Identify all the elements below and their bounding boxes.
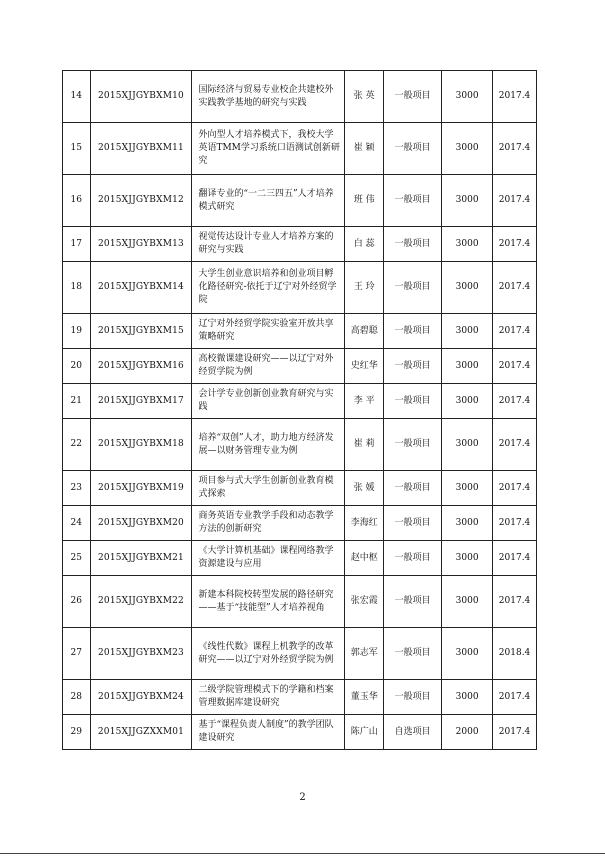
project-type-cell: 一般项目 [384,262,442,314]
project-leader-cell: 张宏霞 [345,576,384,628]
project-code-cell: 2015XJJGYBXM17 [90,384,192,419]
project-leader-cell: 班 伟 [345,175,384,227]
row-number-cell: 27 [63,628,91,680]
table-row [63,123,537,175]
project-leader-cell: 史红华 [345,349,384,384]
project-type-cell: 一般项目 [384,506,442,541]
project-funding-cell: 3000 [442,123,493,175]
project-funding-cell: 3000 [442,419,493,471]
completion-date-cell: 2017.4 [493,123,537,175]
row-number-cell: 24 [63,506,91,541]
table-row [63,715,537,750]
project-funding-cell: 3000 [442,314,493,349]
project-type-cell: 一般项目 [384,71,442,123]
project-code-cell: 2015XJJGYBXM22 [90,576,192,628]
row-number-cell: 20 [63,349,91,384]
project-funding-cell: 3000 [442,680,493,715]
row-number-cell: 15 [63,123,91,175]
projects-table-body [63,71,537,750]
project-type-cell: 一般项目 [384,471,442,506]
project-leader-cell: 郭志军 [345,628,384,680]
completion-date-cell: 2017.4 [493,314,537,349]
row-number-cell: 29 [63,715,91,750]
completion-date-cell: 2017.4 [493,471,537,506]
project-code-cell: 2015XJJGYBXM20 [90,506,192,541]
project-code-cell: 2015XJJGYBXM18 [90,419,192,471]
project-code-cell: 2015XJJGYBXM21 [90,541,192,576]
project-leader-cell: 董玉华 [345,680,384,715]
completion-date-cell: 2017.4 [493,506,537,541]
completion-date-cell: 2017.4 [493,175,537,227]
project-leader-cell: 李海红 [345,506,384,541]
table-row [63,680,537,715]
row-number-cell: 25 [63,541,91,576]
project-title-cell: 高校微课建设研究——以辽宁对外经贸学院为例 [192,349,345,384]
bottom-rule [0,853,605,854]
table-row [63,262,537,314]
project-funding-cell: 3000 [442,576,493,628]
project-funding-cell: 3000 [442,506,493,541]
project-title-cell: 会计学专业创新创业教育研究与实践 [192,384,345,419]
project-code-cell: 2015XJJGYBXM14 [90,262,192,314]
completion-date-cell: 2017.4 [493,715,537,750]
project-funding-cell: 3000 [442,227,493,262]
project-type-cell: 一般项目 [384,314,442,349]
project-title-cell: 培养“双创”人才，助力地方经济发展—以财务管理专业为例 [192,419,345,471]
project-title-cell: 辽宁对外经贸学院实验室开放共享策略研究 [192,314,345,349]
project-type-cell: 一般项目 [384,541,442,576]
project-title-cell: 大学生创业意识培养和创业项目孵化路径研究-依托于辽宁对外经贸学院 [192,262,345,314]
project-type-cell: 一般项目 [384,576,442,628]
project-title-cell: 《线性代数》课程上机教学的改革研究——以辽宁对外经贸学院为例 [192,628,345,680]
project-leader-cell: 李 平 [345,384,384,419]
project-title-cell: 二级学院管理模式下的学籍和档案管理数据库建设研究 [192,680,345,715]
table-row [63,506,537,541]
project-title-cell: 商务英语专业教学手段和动态教学方法的创新研究 [192,506,345,541]
project-type-cell: 一般项目 [384,123,442,175]
project-type-cell: 一般项目 [384,175,442,227]
table-row [63,541,537,576]
project-code-cell: 2015XJJGYBXM11 [90,123,192,175]
project-code-cell: 2015XJJGYBXM23 [90,628,192,680]
project-title-cell: 项目参与式大学生创新创业教育模式探索 [192,471,345,506]
project-code-cell: 2015XJJGYBXM15 [90,314,192,349]
project-funding-cell: 3000 [442,471,493,506]
table-row [63,419,537,471]
project-funding-cell: 3000 [442,541,493,576]
table-row [63,227,537,262]
project-code-cell: 2015XJJGYBXM10 [90,71,192,123]
project-type-cell: 一般项目 [384,628,442,680]
project-leader-cell: 白 蕊 [345,227,384,262]
project-code-cell: 2015XJJGYBXM13 [90,227,192,262]
project-funding-cell: 3000 [442,384,493,419]
project-funding-cell: 3000 [442,262,493,314]
project-leader-cell: 崔 颖 [345,123,384,175]
project-title-cell: 外向型人才培养模式下，我校大学英语TMM学习系统口语测试创新研究 [192,123,345,175]
project-funding-cell: 2000 [442,715,493,750]
project-leader-cell: 陈广山 [345,715,384,750]
row-number-cell: 21 [63,384,91,419]
completion-date-cell: 2017.4 [493,541,537,576]
project-title-cell: 《大学计算机基础》课程网络教学资源建设与应用 [192,541,345,576]
project-leader-cell: 王 玲 [345,262,384,314]
completion-date-cell: 2017.4 [493,71,537,123]
project-funding-cell: 3000 [442,349,493,384]
project-type-cell: 自选项目 [384,715,442,750]
project-leader-cell: 崔 莉 [345,419,384,471]
completion-date-cell: 2017.4 [493,227,537,262]
project-type-cell: 一般项目 [384,419,442,471]
table-row [63,628,537,680]
project-code-cell: 2015XJJGYBXM16 [90,349,192,384]
row-number-cell: 23 [63,471,91,506]
project-code-cell: 2015XJJGYBXM24 [90,680,192,715]
project-title-cell: 基于“课程负责人制度”的教学团队建设研究 [192,715,345,750]
projects-table [62,70,537,750]
row-number-cell: 16 [63,175,91,227]
project-leader-cell: 张 英 [345,71,384,123]
row-number-cell: 26 [63,576,91,628]
completion-date-cell: 2017.4 [493,262,537,314]
project-type-cell: 一般项目 [384,384,442,419]
project-title-cell: 国际经济与贸易专业校企共建校外实践教学基地的研究与实践 [192,71,345,123]
project-title-cell: 翻译专业的“一二三四五”人才培养模式研究 [192,175,345,227]
table-row [63,576,537,628]
project-funding-cell: 3000 [442,628,493,680]
row-number-cell: 14 [63,71,91,123]
row-number-cell: 19 [63,314,91,349]
project-funding-cell: 3000 [442,71,493,123]
project-code-cell: 2015XJJGZXXM01 [90,715,192,750]
page-number: 2 [299,792,306,803]
project-title-cell: 新建本科院校转型发展的路径研究——基于“技能型”人才培养视角 [192,576,345,628]
completion-date-cell: 2017.4 [493,349,537,384]
project-type-cell: 一般项目 [384,349,442,384]
completion-date-cell: 2017.4 [493,576,537,628]
project-leader-cell: 赵中枢 [345,541,384,576]
table-row [63,471,537,506]
completion-date-cell: 2017.4 [493,419,537,471]
row-number-cell: 28 [63,680,91,715]
project-type-cell: 一般项目 [384,227,442,262]
project-title-cell: 视觉传达设计专业人才培养方案的研究与实践 [192,227,345,262]
project-code-cell: 2015XJJGYBXM19 [90,471,192,506]
table-row [63,314,537,349]
table-row [63,349,537,384]
row-number-cell: 17 [63,227,91,262]
table-row [63,71,537,123]
row-number-cell: 18 [63,262,91,314]
completion-date-cell: 2017.4 [493,680,537,715]
completion-date-cell: 2017.4 [493,384,537,419]
table-row [63,175,537,227]
project-leader-cell: 张 媛 [345,471,384,506]
project-code-cell: 2015XJJGYBXM12 [90,175,192,227]
project-funding-cell: 3000 [442,175,493,227]
table-row [63,384,537,419]
completion-date-cell: 2018.4 [493,628,537,680]
project-type-cell: 一般项目 [384,680,442,715]
project-leader-cell: 高碧聪 [345,314,384,349]
row-number-cell: 22 [63,419,91,471]
